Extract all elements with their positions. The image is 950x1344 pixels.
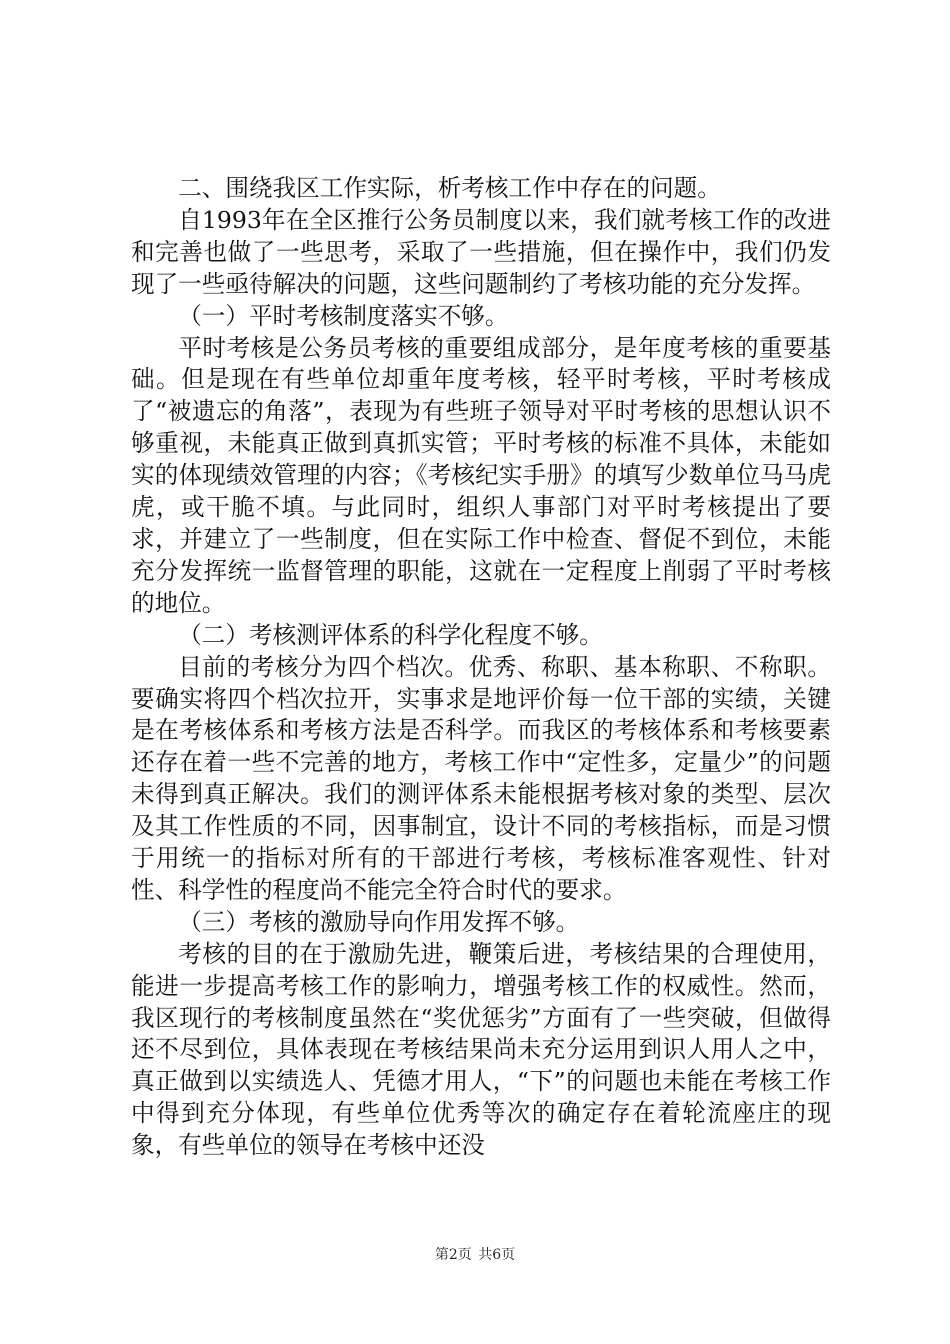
page-footer (0, 1245, 950, 1265)
section-heading: 二、围绕我区工作实际，析考核工作中存在的问题。 (178, 174, 721, 202)
document-body (131, 173, 831, 1162)
subsection-heading: （二）考核测评体系的科学化程度不够。 (178, 620, 603, 649)
body-paragraph: 考核的目的在于激励先进，鞭策后进，考核结果的合理使用，能进一步提高考核工作的影响力，增强考核工作的权威性。然而，我区现行的考核制度虽然在“奖优惩劣”方面有了一些突破，但做得还不尽到位，具体表现在考核结果尚未充分运用到识人用人之中，真正做到以实绩选人、凭德才用人，“下”的问题也未能在考核工作中得到充分体现，有些单位优秀等次的确定存在着轮流座庄的现象，有些单位的领导在考核中还没 (131, 939, 831, 1160)
body-paragraph: 目前的考核分为四个档次。优秀、称职、基本称职、不称职。要确实将四个档次拉开，实事求是地评价每一位干部的实绩，关键是在考核体系和考核方法是否科学。而我区的考核体系和考核要素还存在着一些不完善的地方，考核工作中“定性多，定量少”的问题未得到真正解决。我们的测评体系未能根据考核对象的类型、层次及其工作性质的不同，因事制宜，设计不同的考核指标，而是习惯于用统一的指标对所有的干部进行考核，考核标准客观性、针对性、科学性的程度尚不能完全符合时代的要求。 (131, 652, 831, 904)
page-total: 共6页 (478, 1247, 516, 1263)
subsection-heading: （一）平时考核制度落实不够。 (178, 301, 509, 330)
body-paragraph: 自1993年在全区推行公务员制度以来，我们就考核工作的改进和完善也做了一些思考，采取了一些措施，但在操作中，我们仍发现了一些亟待解决的问题，这些问题制约了考核功能的充分发挥。 (131, 205, 831, 298)
page-number: 第2页 (434, 1247, 472, 1263)
subsection-heading: （三）考核的激励导向作用发挥不够。 (178, 907, 580, 936)
body-paragraph: 平时考核是公务员考核的重要组成部分，是年度考核的重要基础。但是现在有些单位却重年度考核，轻平时考核，平时考核成了“被遗忘的角落”，表现为有些班子领导对平时考核的思想认识不够重视，未能真正做到真抓实管；平时考核的标准不具体，未能如实的体现绩效管理的内容；《考核纪实手册》的填写少数单位马马虎虎，或干脆不填。与此同时，组织人事部门对平时考核提出了要求，并建立了一些制度，但在实际工作中检查、督促不到位，未能充分发挥统一监督管理的职能，这就在一定程度上削弱了平时考核的地位。 (131, 333, 831, 617)
